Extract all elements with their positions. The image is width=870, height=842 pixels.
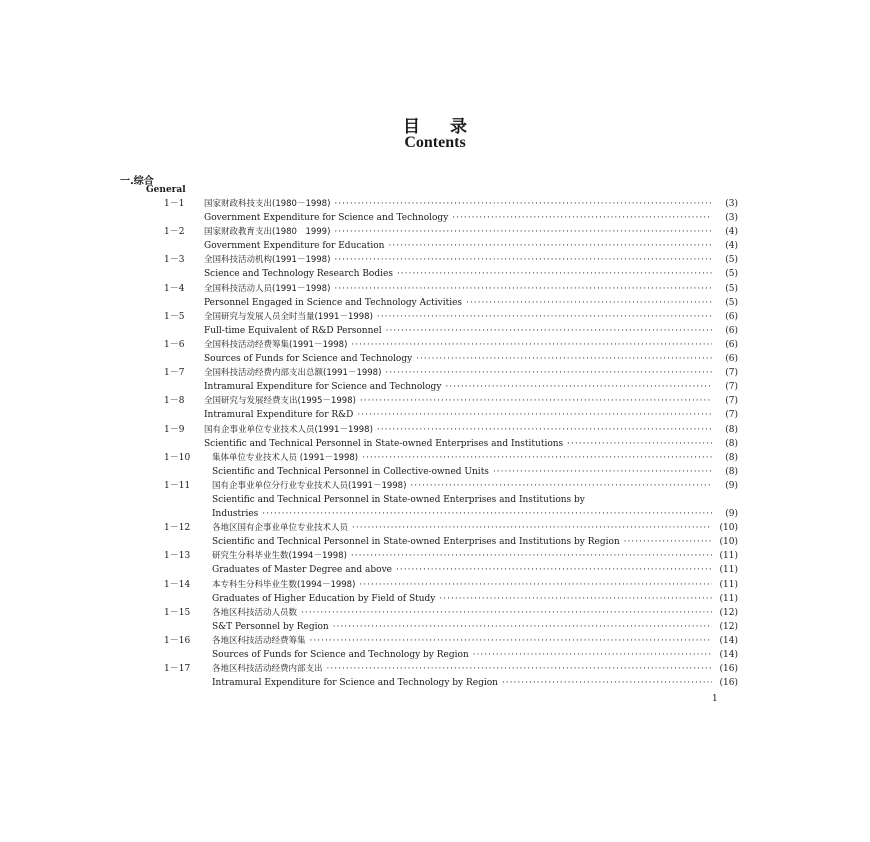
toc-entry-page: (14) — [719, 650, 738, 660]
dot-leader — [351, 338, 712, 352]
toc-entry-number: 1－14 — [164, 579, 191, 590]
toc-entry[interactable] — [0, 634, 870, 648]
dot-leader — [410, 479, 712, 493]
dot-leader — [416, 352, 712, 366]
toc-entry-title: Government Expenditure for Education — [204, 239, 388, 253]
toc-entry[interactable] — [0, 423, 870, 437]
toc-entry-title: Scientific and Technical Personnel in State-owned Enterprises and Institutions by — [212, 493, 589, 507]
toc-entry[interactable] — [0, 493, 870, 507]
toc-entry-title: 全国科技活动经费内部支出总额(1991－1998) — [204, 366, 385, 380]
dot-leader — [445, 380, 712, 394]
toc-entry-page: (11) — [719, 551, 738, 562]
toc-entry-title: Graduates of Master Degree and above — [212, 563, 396, 577]
toc-entry-title: Science and Technology Research Bodies — [204, 267, 397, 281]
dot-leader — [502, 676, 712, 690]
toc-entry[interactable] — [0, 253, 870, 267]
toc-entry[interactable] — [0, 408, 870, 422]
dot-leader — [493, 465, 712, 479]
toc-entry[interactable] — [0, 338, 870, 352]
toc-entry-number: 1－1 — [164, 199, 185, 209]
toc-entry-title: Government Expenditure for Science and Technology — [204, 211, 452, 225]
toc-entry[interactable] — [0, 211, 870, 225]
toc-entry-number: 1－12 — [164, 523, 191, 534]
dot-leader — [473, 648, 712, 662]
dot-leader — [386, 324, 712, 338]
toc-entry-number: 1－10 — [164, 452, 191, 463]
dot-leader — [439, 592, 712, 606]
dot-leader — [334, 253, 712, 267]
dot-leader — [334, 225, 712, 239]
toc-entry-page: (6) — [725, 325, 738, 336]
toc-entry-title: 国家财政科技支出(1980－1998) — [204, 197, 334, 211]
toc-entry-number: 1－5 — [164, 311, 185, 322]
toc-entry[interactable] — [0, 662, 870, 676]
toc-entry-title: Personnel Engaged in Science and Technology Activities — [204, 296, 466, 310]
toc-entry[interactable] — [0, 606, 870, 620]
toc-entry[interactable] — [0, 465, 870, 479]
toc-entry-number: 1－8 — [164, 396, 185, 407]
toc-entry-page: (11) — [719, 565, 738, 576]
dot-leader — [396, 563, 712, 577]
toc-entry-page: (9) — [725, 509, 738, 520]
dot-leader — [262, 507, 712, 521]
toc-entry-page: (16) — [719, 678, 738, 689]
toc-entry-page: (10) — [719, 523, 738, 534]
toc-entry-page: (16) — [719, 664, 738, 675]
table-of-contents — [0, 197, 870, 690]
dot-leader — [388, 239, 712, 253]
toc-entry[interactable] — [0, 549, 870, 563]
toc-entry-page: (7) — [725, 382, 738, 393]
dot-leader — [327, 662, 712, 676]
toc-entry[interactable] — [0, 267, 870, 281]
dot-leader — [334, 197, 712, 211]
page-title-chinese: 目录 — [403, 117, 497, 137]
toc-entry[interactable] — [0, 225, 870, 239]
toc-entry-page: (3) — [725, 213, 738, 224]
toc-entry[interactable] — [0, 310, 870, 324]
toc-entry-title: 本专科生分科毕业生数(1994－1998) — [212, 578, 359, 592]
toc-entry-title: S&T Personnel by Region — [212, 620, 333, 634]
toc-entry-title: 各地区科技活动经费内部支出 — [212, 662, 327, 676]
toc-entry-number: 1－13 — [164, 551, 191, 562]
dot-leader — [362, 451, 712, 465]
dot-leader — [466, 296, 712, 310]
toc-entry[interactable] — [0, 648, 870, 662]
dot-leader — [397, 267, 712, 281]
toc-entry-page: (12) — [719, 621, 738, 632]
toc-entry-page: (5) — [725, 269, 738, 280]
toc-entry-page: (5) — [725, 297, 738, 308]
toc-entry-title: Sources of Funds for Science and Technology — [204, 352, 416, 366]
toc-entry[interactable] — [0, 620, 870, 634]
toc-entry-title: 研究生分科毕业生数(1994－1998) — [212, 549, 351, 563]
toc-entry[interactable] — [0, 324, 870, 338]
dot-leader — [360, 394, 712, 408]
toc-entry-page: (7) — [725, 368, 738, 379]
toc-entry-title: Industries — [212, 507, 262, 521]
toc-entry-page: (11) — [719, 593, 738, 604]
toc-entry-page: (10) — [719, 537, 738, 548]
toc-entry-title: Scientific and Technical Personnel in Collective-owned Units — [212, 465, 493, 479]
toc-entry-number: 1－7 — [164, 368, 185, 379]
toc-entry-title: Sources of Funds for Science and Technology by Region — [212, 648, 473, 662]
toc-entry-page: (14) — [719, 635, 738, 646]
toc-entry[interactable] — [0, 282, 870, 296]
toc-entry-page: (7) — [725, 410, 738, 421]
toc-entry[interactable] — [0, 479, 870, 493]
toc-entry-title: Full-time Equivalent of R&D Personnel — [204, 324, 386, 338]
toc-entry[interactable] — [0, 578, 870, 592]
toc-entry[interactable] — [0, 507, 870, 521]
dot-leader — [624, 535, 712, 549]
toc-entry[interactable] — [0, 296, 870, 310]
toc-entry[interactable] — [0, 394, 870, 408]
page-title-english: Contents — [404, 134, 466, 151]
toc-entry-title: 国有企事业单位分行业专业技术人员(1991－1998) — [212, 479, 410, 493]
page-number: 1 — [712, 694, 718, 704]
toc-entry-number: 1－2 — [164, 227, 185, 238]
toc-entry[interactable] — [0, 592, 870, 606]
toc-entry-page: (5) — [725, 255, 738, 266]
toc-entry-title: Intramural Expenditure for Science and Technology — [204, 380, 445, 394]
toc-entry-title: 全国科技活动经费筹集(1991－1998) — [204, 338, 351, 352]
toc-entry-page: (8) — [725, 452, 738, 463]
toc-entry-number: 1－11 — [164, 480, 191, 491]
dot-leader — [359, 578, 712, 592]
toc-entry[interactable] — [0, 366, 870, 380]
toc-entry-title: 集体单位专业技术人员 (1991－1998) — [212, 451, 362, 465]
toc-entry-page: (4) — [725, 241, 738, 252]
dot-leader — [333, 620, 712, 634]
toc-entry-number: 1－17 — [164, 664, 191, 675]
toc-entry[interactable] — [0, 380, 870, 394]
toc-entry[interactable] — [0, 563, 870, 577]
toc-entry[interactable] — [0, 676, 870, 690]
toc-entry[interactable] — [0, 535, 870, 549]
dot-leader — [377, 310, 712, 324]
toc-entry-page: (5) — [725, 283, 738, 294]
toc-entry-title: Graduates of Higher Education by Field of Study — [212, 592, 439, 606]
toc-entry-number: 1－3 — [164, 255, 185, 266]
toc-entry[interactable] — [0, 352, 870, 366]
toc-entry-page: (6) — [725, 339, 738, 350]
dot-leader — [352, 521, 712, 535]
dot-leader — [351, 549, 712, 563]
toc-entry-title: 各地区科技活动人员数 — [212, 606, 301, 620]
dot-leader — [357, 408, 712, 422]
toc-entry-title: Intramural Expenditure for R&D — [204, 408, 357, 422]
section-heading-english: General — [146, 185, 186, 195]
toc-entry-title: 各地区科技活动经费筹集 — [212, 634, 310, 648]
toc-entry-title: Scientific and Technical Personnel in State-owned Enterprises and Institutions by Region — [212, 535, 624, 549]
toc-entry-page: (9) — [725, 480, 738, 491]
section-heading-chinese: 一.综合 — [120, 176, 154, 187]
toc-entry-title: 各地区国有企事业单位专业技术人员 — [212, 521, 352, 535]
dot-leader — [567, 437, 712, 451]
toc-entry-number: 1－9 — [164, 424, 185, 435]
toc-entry[interactable] — [0, 437, 870, 451]
toc-entry[interactable] — [0, 239, 870, 253]
dot-leader — [385, 366, 712, 380]
dot-leader — [301, 606, 712, 620]
toc-entry-page: (8) — [725, 466, 738, 477]
toc-entry-title: Intramural Expenditure for Science and Technology by Region — [212, 676, 502, 690]
toc-entry-number: 1－15 — [164, 607, 191, 618]
dot-leader — [310, 634, 712, 648]
toc-entry-page: (6) — [725, 311, 738, 322]
toc-entry-number: 1－6 — [164, 339, 185, 350]
toc-entry-page: (6) — [725, 354, 738, 365]
toc-entry-title: 全国研究与发展人员全时当量(1991－1998) — [204, 310, 377, 324]
toc-entry-page: (11) — [719, 579, 738, 590]
toc-entry[interactable] — [0, 197, 870, 211]
toc-entry-page: (4) — [725, 227, 738, 238]
toc-entry-title: 全国科技活动人员(1991－1998) — [204, 282, 334, 296]
dot-leader — [334, 282, 712, 296]
toc-entry-title: 国家财政教育支出(1980 1999) — [204, 225, 334, 239]
toc-entry-title: 全国研究与发展经费支出(1995－1998) — [204, 394, 360, 408]
toc-entry-page: (8) — [725, 438, 738, 449]
toc-entry-page: (8) — [725, 424, 738, 435]
toc-entry-page: (12) — [719, 607, 738, 618]
toc-entry-page: (3) — [725, 199, 738, 209]
toc-entry-number: 1－16 — [164, 635, 191, 646]
dot-leader — [377, 423, 712, 437]
toc-entry-title: 全国科技活动机构(1991－1998) — [204, 253, 334, 267]
toc-entry-number: 1－4 — [164, 283, 185, 294]
toc-entry[interactable] — [0, 521, 870, 535]
toc-entry[interactable] — [0, 451, 870, 465]
toc-entry-title: 国有企事业单位专业技术人员(1991－1998) — [204, 423, 377, 437]
toc-entry-page: (7) — [725, 396, 738, 407]
toc-entry-title: Scientific and Technical Personnel in State-owned Enterprises and Institutions — [204, 437, 567, 451]
dot-leader — [452, 211, 712, 225]
